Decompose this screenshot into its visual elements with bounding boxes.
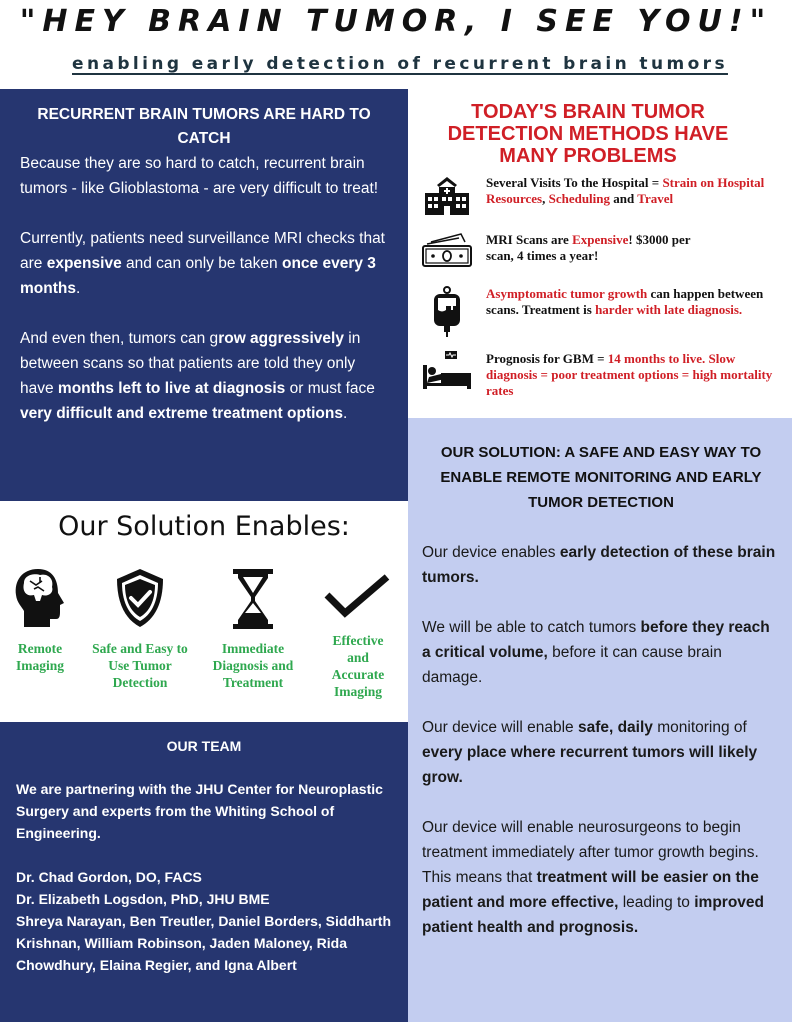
enable-item [0, 567, 90, 674]
enable-label: Remote Imaging [15, 641, 64, 673]
hospital-bed-icon [408, 351, 486, 399]
problems-heading: TODAY'S BRAIN TUMOR DETECTION METHODS HAVE MANY PROBLEMS [447, 101, 729, 167]
team-member: Dr. Chad Gordon, DO, FACS [16, 869, 202, 885]
problems-section [408, 89, 792, 419]
highlight-text: Scheduling [548, 191, 611, 206]
problem-item [408, 286, 792, 338]
solution-heading: OUR SOLUTION: A SAFE AND EASY WAY TO ENABLE REMOTE MONITORING AND EARLY TUMOR DETECTION [440, 444, 762, 511]
text-run: in between scans so that patients are told they only have [20, 330, 361, 397]
problem-text [486, 351, 786, 399]
bold-text: improved patient health and prognosis. [422, 894, 764, 936]
bold-text: row aggressively [218, 330, 344, 347]
text-run: Our device enables [422, 544, 560, 561]
iv-bag-icon [408, 286, 486, 338]
team-section [0, 722, 408, 1022]
text-run: before it can cause brain damage. [422, 644, 722, 686]
hard-to-catch-section [0, 89, 408, 501]
highlight-text: Expensive [572, 232, 629, 247]
enables-section [0, 501, 408, 722]
poster-title: "HEY BRAIN TUMOR, I SEE YOU!" [19, 4, 773, 39]
highlight-text: Asymptomatic tumor growth [486, 286, 648, 301]
bold-text: expensive [46, 255, 122, 272]
problem-item [408, 232, 792, 268]
enable-label: Immediate Diagnosis and Treatment [212, 641, 294, 690]
text-run: monitoring of [652, 719, 747, 736]
text-run: and [610, 191, 638, 206]
poster-subtitle: enabling early detection of recurrent brain tumors [72, 54, 728, 74]
text-run: Our device will enable neurosurgeons to begin treatment immediately after tumor growth begins. This means that [422, 819, 759, 886]
problem-item [408, 351, 792, 399]
enables-heading: Our Solution Enables: [58, 511, 350, 542]
bold-text: once every 3 months [20, 255, 376, 297]
highlight-text: 14 months to live. Slow diagnosis = poor treatment options = high mortality rates [486, 351, 773, 398]
team-intro: We are partnering with the JHU Center for Neuroplastic Surgery and experts from the Whiting School of Engineering. [16, 781, 383, 841]
solution-section [408, 418, 792, 1022]
bold-text: months left to live at diagnosis [57, 380, 286, 397]
problem-text [486, 175, 786, 217]
hard-to-catch-heading: RECURRENT BRAIN TUMORS ARE HARD TO CATCH [37, 106, 371, 147]
team-heading: OUR TEAM [166, 738, 242, 754]
text-run: or must face [285, 380, 375, 397]
problem-item [408, 175, 792, 217]
enable-label: Safe and Easy to Use Tumor Detection [92, 641, 188, 690]
solution-para [422, 615, 780, 690]
highlight-text: Strain on Hospital Resources [486, 175, 765, 206]
team-members [16, 866, 392, 976]
enable-item [308, 573, 408, 700]
text-run: MRI Scans are [486, 232, 573, 247]
text-run: Several Visits To the Hospital = [486, 175, 663, 190]
text-run: And even then, tumors can g [20, 330, 219, 347]
hard-to-catch-para-3 [20, 326, 388, 426]
solution-para [422, 815, 780, 940]
money-icon [408, 232, 486, 268]
bold-text: early detection of these brain tumors. [422, 544, 776, 586]
bold-text: very difficult and extreme treatment options [20, 405, 343, 422]
text-run: We will be able to catch tumors [422, 619, 641, 636]
team-member: Shreya Narayan, Ben Treutler, Daniel Borders, Siddharth Krishnan, William Robinson, Jaden Maloney, Rida Chowdhury, Elaina Regier, and Igna Albert [16, 913, 392, 973]
solution-para [422, 540, 780, 590]
text-run: . [75, 280, 81, 297]
text-run: ! $3000 per scan, 4 times a year! [486, 232, 691, 263]
enable-item [203, 569, 303, 691]
highlight-text: harder with late diagnosis. [595, 302, 743, 317]
text-run: Our device will enable [422, 719, 578, 736]
checkmark-icon [323, 573, 393, 621]
text-run: and can only be taken [121, 255, 282, 272]
problem-text [486, 286, 786, 338]
text-run: Prognosis for GBM = [486, 351, 608, 366]
hospital-icon [408, 175, 486, 217]
text-run: . [343, 405, 348, 422]
enable-label: Effective and Accurate Imaging [331, 633, 385, 699]
bold-text: before they reach a critical volume, [422, 619, 770, 661]
shield-check-icon [113, 567, 167, 629]
problem-text [486, 232, 696, 268]
bold-text: treatment will be easier on the patient and more effective, [422, 869, 759, 911]
text-run: , [542, 191, 549, 206]
text-run: Currently, patients need surveillance MRI checks that are [20, 230, 385, 272]
highlight-text: Travel [637, 191, 674, 206]
bold-text: safe, daily [577, 719, 653, 736]
team-member: Dr. Elizabeth Logsdon, PhD, JHU BME [16, 891, 270, 907]
solution-para [422, 715, 780, 790]
hard-to-catch-para-1: Because they are so hard to catch, recurrent brain tumors - like Glioblastoma - are very difficult to treat! [20, 155, 379, 197]
enable-item [90, 567, 190, 691]
bold-text: every place where recurrent tumors will likely grow. [422, 744, 758, 786]
hourglass-icon [231, 569, 275, 629]
brain-head-icon [12, 567, 68, 629]
text-run: can happen between scans. Treatment is [486, 286, 764, 317]
hard-to-catch-para-2 [20, 226, 388, 301]
text-run: leading to [618, 894, 695, 911]
